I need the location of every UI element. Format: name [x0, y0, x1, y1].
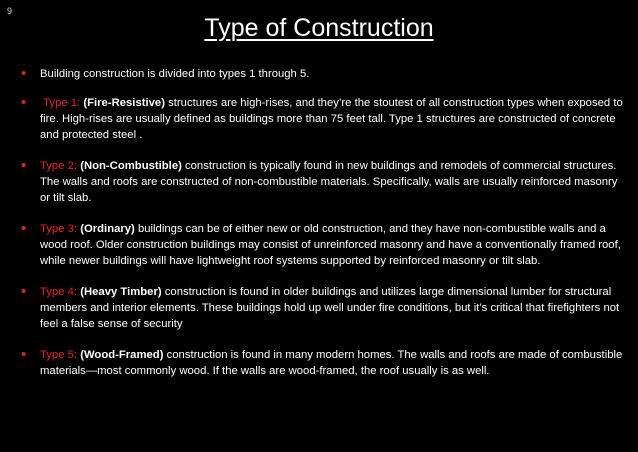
type-label: Type 3:: [40, 223, 78, 235]
bullet-item-type-1: [20, 95, 625, 143]
type-label: Type 2:: [40, 160, 78, 172]
bullet-text: structures are high-rises, and they’re the stoutest of all construction types when exposed to fire. High-rises are usually defined as buildings more than 75 feet tall. Type 1 structures are constructed of concrete and protected steel .: [40, 97, 623, 141]
bullet-text: construction is typically found in new buildings and remodels of commercial structures. The walls and roofs are constructed of non-combustible materials. Specifically, walls are usually reinforced masonry or tilt slab.: [40, 160, 618, 204]
slide-number: 9: [7, 6, 13, 16]
bullet-list: [20, 66, 625, 379]
bullet-dot-icon: •: [21, 220, 27, 237]
slide-title: Type of Construction: [204, 14, 434, 42]
bullet-item-type-4: [20, 284, 625, 332]
type-label: Type 1:: [43, 97, 81, 109]
bullet-item-type-3: [20, 221, 625, 269]
bullet-text: construction is found in many modern homes. The walls and roofs are made of combustible materials—most commonly wood. If the walls are wood-framed, the roof usually is as well.: [40, 349, 623, 377]
type-name: (Ordinary): [80, 223, 135, 235]
bullet-dot-icon: •: [21, 157, 27, 174]
type-label: Type 5:: [40, 349, 78, 361]
type-name: (Non-Combustible): [80, 160, 182, 172]
type-name: (Wood-Framed): [80, 349, 164, 361]
type-name: (Fire-Resistive): [83, 97, 165, 109]
bullet-dot-icon: •: [21, 283, 27, 300]
bullet-text: buildings can be of either new or old construction, and they have non-combustible walls and a wood roof. Older construction buildings may consist of unreinforced masonry and have a conventionally framed roof, while newer buildings will have lightweight roof systems supported by reinforced masonry or tilt slab.: [40, 223, 621, 267]
bullet-item-type-5: [20, 347, 625, 379]
bullet-dot-icon: •: [21, 94, 27, 111]
bullet-item-intro: [20, 66, 625, 82]
bullet-text: Building construction is divided into types 1 through 5.: [40, 68, 310, 80]
bullet-dot-icon: •: [21, 346, 27, 363]
type-name: (Heavy Timber): [80, 286, 162, 298]
bullet-dot-icon: •: [21, 65, 27, 82]
bullet-text: construction is found in older buildings and utilizes large dimensional lumber for structural members and interior elements. These buildings hold up well under fire conditions, but it’s critical that firefighters not feel a false sense of security: [40, 286, 620, 330]
bullet-item-type-2: [20, 158, 625, 206]
type-label: Type 4:: [40, 286, 78, 298]
